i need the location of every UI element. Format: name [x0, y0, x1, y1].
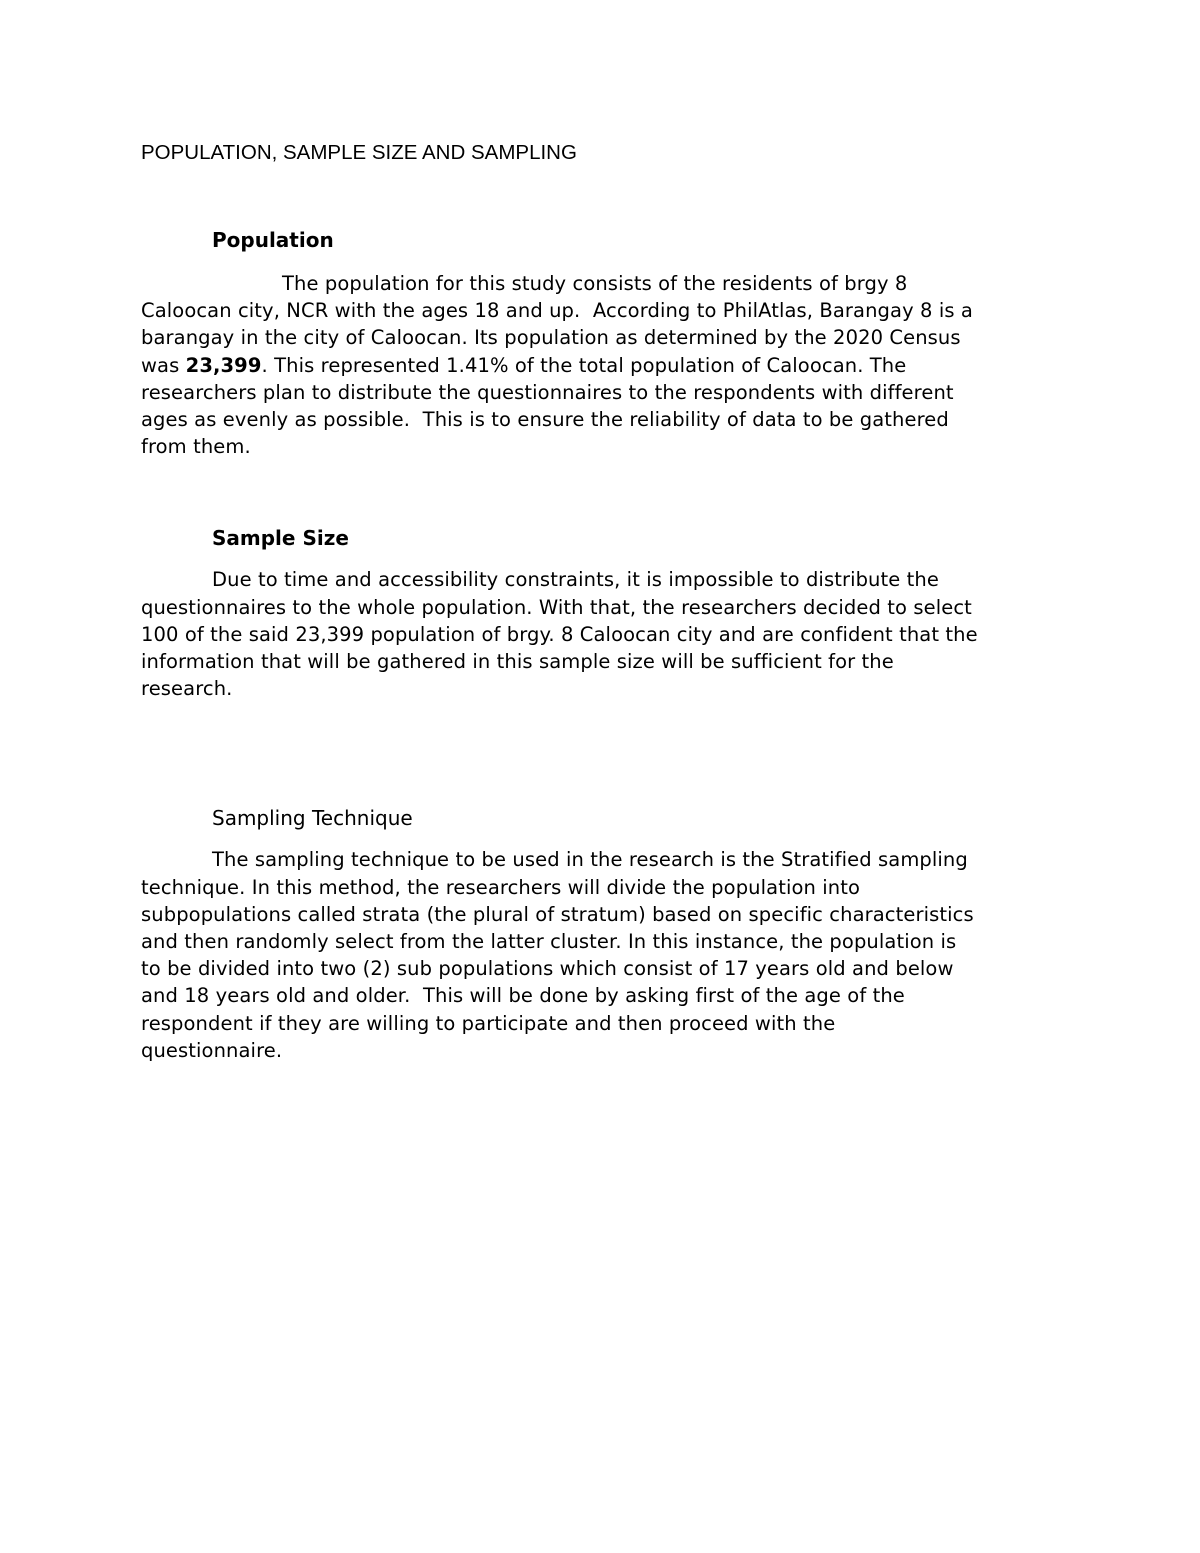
paragraph-line: information that will be gathered in this sample size will be sufficient for the [141, 650, 894, 674]
paragraph-line: subpopulations called strata (the plural of stratum) based on specific characteristics [141, 902, 974, 926]
paragraph-line: technique. In this method, the researchers will divide the population into [141, 875, 860, 899]
paragraph-line: from them. [141, 435, 251, 459]
paragraph-line: respondent if they are willing to participate and then proceed with the [141, 1011, 836, 1035]
population-count: 23,399 [185, 353, 262, 377]
population-line-rest: . This represented 1.41% of the total population of Caloocan. The [261, 353, 907, 377]
paragraph-line: questionnaire. [141, 1038, 283, 1062]
paragraph-line: questionnaires to the whole population. With that, the researchers decided to select [141, 595, 972, 619]
paragraph-line: Caloocan city, NCR with the ages 18 and up. According to PhilAtlas, Barangay 8 is a [141, 299, 973, 323]
document-title: POPULATION, SAMPLE SIZE AND SAMPLING [141, 141, 577, 164]
paragraph-line: barangay in the city of Caloocan. Its population as determined by the 2020 Census [141, 326, 961, 350]
sampling-technique-heading: Sampling Technique [212, 806, 413, 831]
sampling-technique-paragraph [141, 846, 1071, 1064]
population-heading: Population [212, 228, 334, 252]
document-body [141, 138, 1071, 1064]
paragraph-line [141, 352, 1071, 379]
paragraph-line: and 18 years old and older. This will be done by asking first of the age of the [141, 984, 905, 1008]
paragraph-line: researchers plan to distribute the questionnaires to the respondents with different [141, 380, 954, 404]
paragraph-line: ages as evenly as possible. This is to ensure the reliability of data to be gathered [141, 408, 949, 432]
paragraph-line: The sampling technique to be used in the research is the Stratified sampling [212, 848, 968, 872]
population-paragraph [141, 270, 1071, 460]
paragraph-line: and then randomly select from the latter cluster. In this instance, the population is [141, 930, 957, 954]
paragraph-line: Due to time and accessibility constraints, it is impossible to distribute the [212, 568, 939, 592]
sample-size-heading: Sample Size [212, 526, 349, 551]
paragraph-line: The population for this study consists of the residents of brgy 8 [282, 272, 908, 295]
paragraph-line: 100 of the said 23,399 population of brgy. 8 Caloocan city and are confident that the [141, 622, 978, 646]
paragraph-line: to be divided into two (2) sub populations which consist of 17 years old and below [141, 957, 954, 981]
paragraph-line: research. [141, 677, 233, 701]
sample-size-paragraph [141, 566, 1071, 702]
population-prefix: was [141, 353, 186, 377]
